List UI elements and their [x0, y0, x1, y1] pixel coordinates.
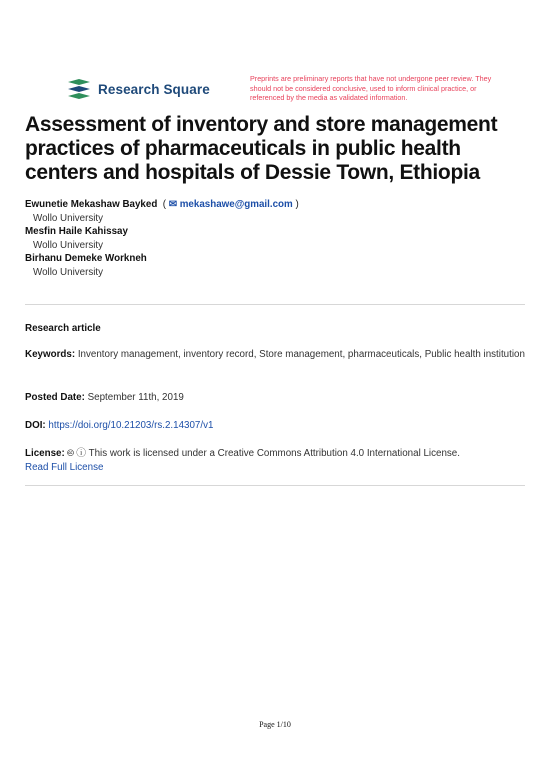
license-text: This work is licensed under a Creative Commons Attribution 4.0 International License. [88, 448, 460, 459]
keywords-label: Keywords: [25, 349, 76, 360]
license [25, 447, 525, 475]
author-name: Ewunetie Mekashaw Bayked [25, 199, 158, 210]
paper-title: Assessment of inventory and store management practices of pharmaceuticals in public health centers and hospitals of Dessie Town, Ethiopia [25, 113, 498, 184]
cc-icon: 🅭 [67, 448, 74, 459]
author-list [25, 198, 525, 279]
author-1: Ewunetie Mekashaw Bayked ( ✉ mekashawe@gmail.com ) [25, 199, 299, 210]
posted-date-label: Posted Date: [25, 392, 85, 403]
logo-text: Research Square [98, 81, 210, 97]
research-square-logo[interactable] [66, 78, 210, 100]
divider [25, 304, 525, 305]
keywords [25, 348, 525, 362]
page-number: Page 1/10 [259, 720, 291, 729]
attribution-icon: ⓘ [76, 448, 87, 459]
doi-link[interactable]: https://doi.org/10.21203/rs.2.14307/v1 [48, 420, 214, 431]
research-square-logo-icon [66, 78, 92, 100]
posted-date-value: September 11th, 2019 [87, 392, 184, 403]
doi [25, 419, 525, 433]
author-affiliation: Wollo University [33, 212, 104, 224]
doi-label: DOI: [25, 420, 46, 431]
preprint-disclaimer: Preprints are preliminary reports that have not undergone peer review. They should not be considered conclusive, used to inform clinical practice, or referenced by the media as validated information. [250, 74, 492, 102]
keywords-value: Inventory management, inventory record, Store management, pharmaceuticals, Public health institution [77, 349, 525, 360]
posted-date [25, 391, 525, 405]
email-icon: ✉ [168, 199, 177, 210]
divider [25, 485, 525, 486]
article-type: Research article [25, 323, 101, 334]
author-affiliation: Wollo University [33, 239, 104, 251]
author-name: Birhanu Demeke Workneh [25, 253, 147, 264]
author-name: Mesfin Haile Kahissay [25, 226, 128, 237]
license-label: License: [25, 448, 65, 459]
author-email-link[interactable]: ✉ mekashawe@gmail.com [168, 199, 293, 210]
header [66, 74, 510, 104]
read-full-license-link[interactable]: Read Full License [25, 462, 104, 473]
author-affiliation: Wollo University [33, 266, 104, 278]
